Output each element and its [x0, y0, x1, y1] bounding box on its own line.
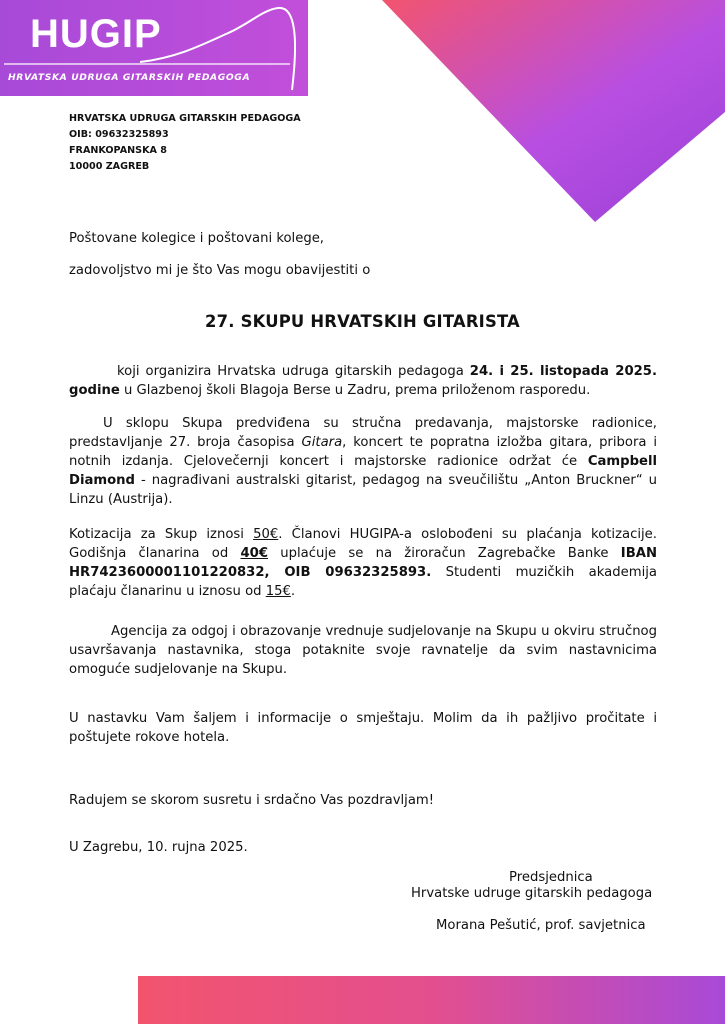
footer-decoration	[0, 960, 725, 1024]
p1-text-end: u Glazbenoj školi Blagoja Berse u Zadru, prema priloženom rasporedu.	[119, 383, 591, 398]
p2-text-mid: , koncert te popratna izložba gitara, pribora i notnih izdanja. Cjelovečernji koncert i majstorske radionice održat će	[69, 435, 658, 469]
sender-street: FRANKOPANSKA 8	[69, 145, 167, 156]
signature-role: Predsjednica	[509, 870, 593, 885]
p3-text: Kotizacija za Skup iznosi	[69, 527, 254, 542]
paragraph-accommodation: U nastavku Vam šaljem i informacije o smještaju. Molim da ih pažljivo pročitate i poštujete rokove hotela.	[69, 711, 657, 745]
intro-line: zadovoljstvo mi je što Vas mogu obavijestiti o	[69, 263, 371, 278]
fee-amount: 50€	[253, 527, 279, 542]
sender-oib: OIB: 09632325893	[69, 129, 169, 140]
bank-details: IBAN HR7423600001101220832, OIB 09632325893.	[69, 546, 657, 580]
greeting: Poštovane kolegice i poštovani kolege,	[69, 231, 325, 246]
paragraph-fees	[69, 525, 657, 601]
closing-line: Radujem se skorom susretu i srdačno Vas pozdravljam!	[69, 793, 435, 808]
sender-address	[69, 111, 301, 175]
membership-amount: 40€	[240, 546, 268, 561]
paragraph-event-details	[69, 362, 657, 400]
artist-name: Campbell Diamond	[69, 454, 657, 488]
logo-subtitle: HRVATSKA UDRUGA GITARSKIH PEDAGOGA	[8, 72, 251, 83]
p2-text: U sklopu Skupa predviđena su stručna predavanja, majstorske radionice, predstavljanje 27. broja časopisa	[69, 416, 657, 450]
p3-text-end: .	[290, 584, 296, 599]
magazine-name: Gitara	[301, 435, 343, 450]
p3-text-4: Studenti muzičkih akademija plaćaju članarinu u iznosu od	[69, 565, 657, 599]
paragraph-program	[69, 414, 657, 509]
header-triangle	[382, 0, 725, 222]
event-title: 27. SKUPU HRVATSKIH GITARISTA	[205, 312, 520, 331]
sender-name: HRVATSKA UDRUGA GITARSKIH PEDAGOGA	[69, 113, 301, 124]
p1-text: koji organizira Hrvatska udruga gitarskih pedagoga	[117, 364, 470, 379]
p3-text-2: . Članovi HUGIPA-a oslobođeni su plaćanja kotizacije. Godišnja članarina od	[69, 527, 657, 561]
logo-text: HUGIP	[30, 12, 162, 56]
signature-org: Hrvatske udruge gitarskih pedagoga	[411, 886, 653, 901]
footer-bar	[138, 976, 725, 1024]
place-date: U Zagrebu, 10. rujna 2025.	[69, 840, 248, 855]
p3-text-3: uplaćuje se na žiroračun Zagrebačke Banke	[268, 546, 621, 561]
sender-city: 10000 ZAGREB	[69, 161, 150, 172]
event-dates: 24. i 25. listopada 2025. godine	[69, 364, 657, 398]
p2-text-end: - nagrađivani australski gitarist, pedagog na sveučilištu „Anton Bruckner“ u Linzu (Austrija).	[69, 473, 657, 507]
student-fee-amount: 15€	[265, 584, 291, 599]
signature-name: Morana Pešutić, prof. savjetnica	[436, 918, 646, 933]
paragraph-agency: Agencija za odgoj i obrazovanje vrednuje sudjelovanje na Skupu u okviru stručnog usavršavanja nastavnika, stoga potaknite svoje ravnatelje da svim nastavnicima omoguće sudjelovanje na Skupu.	[69, 624, 657, 677]
